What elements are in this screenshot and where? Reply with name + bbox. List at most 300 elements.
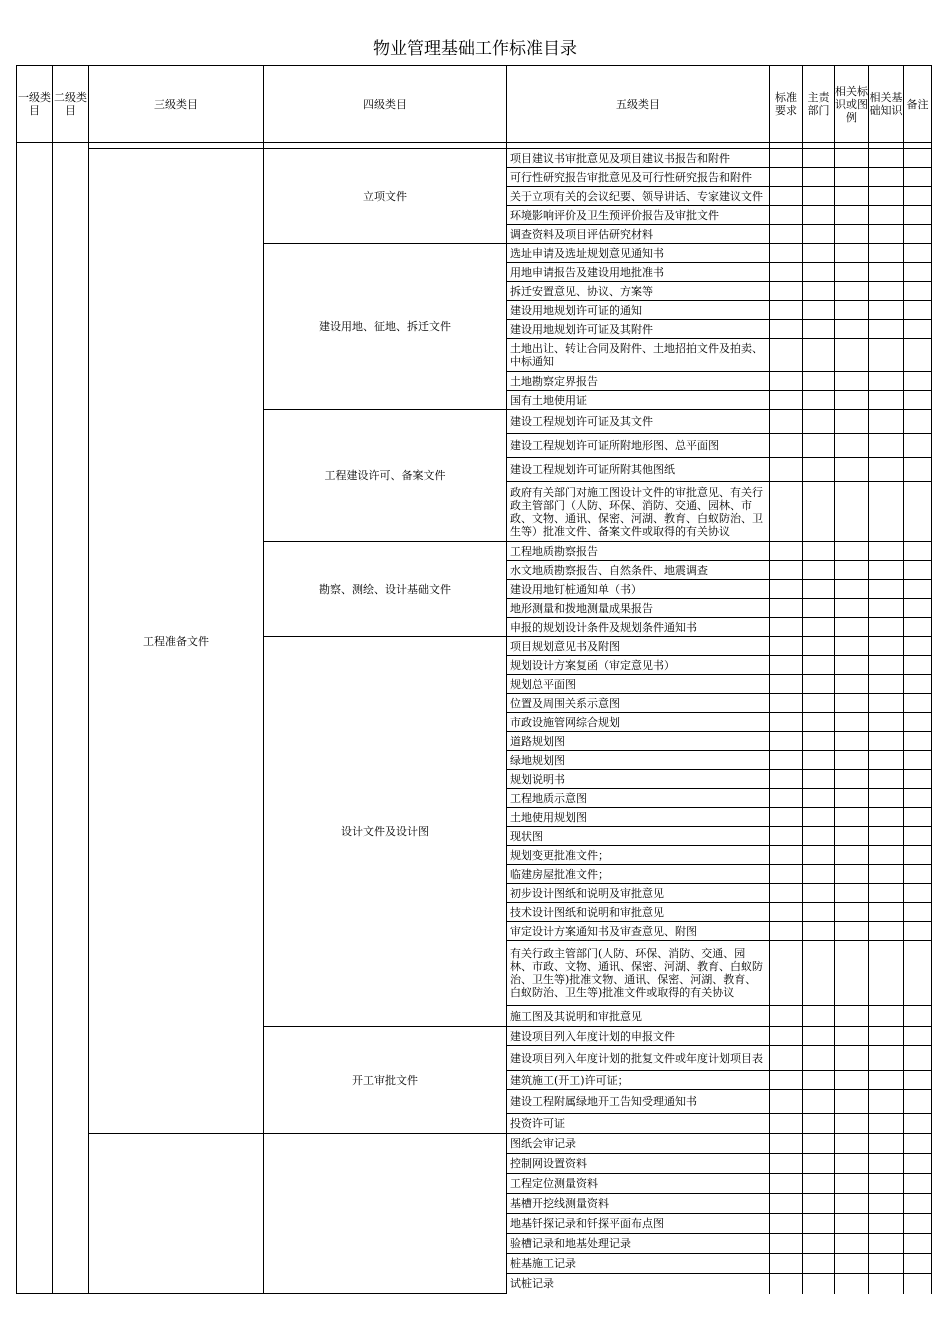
cell-notes — [904, 751, 932, 770]
level5-item: 项目规划意见书及附图 — [507, 637, 770, 656]
level5-item: 工程定位测量资料 — [507, 1174, 770, 1194]
level5-item: 项目建议书审批意见及项目建议书报告和附件 — [507, 149, 770, 168]
cell-knowledge — [869, 599, 904, 618]
cell-knowledge — [869, 1174, 904, 1194]
cell-examples — [835, 187, 869, 206]
cell-examples — [835, 1046, 869, 1071]
cell-department — [803, 580, 835, 599]
cell-department — [803, 1114, 835, 1134]
cell-examples — [835, 320, 869, 339]
cell-standard — [770, 1114, 803, 1134]
cell-notes — [904, 1114, 932, 1134]
level5-item: 审定设计方案通知书及审查意见、附图 — [507, 922, 770, 941]
header-standard: 标准要求 — [770, 66, 803, 143]
cell-knowledge — [869, 941, 904, 1006]
cell-standard — [770, 903, 803, 922]
cell-knowledge — [869, 434, 904, 458]
cell-notes — [904, 1194, 932, 1214]
cell-notes — [904, 168, 932, 187]
cell-notes — [904, 1071, 932, 1090]
cell-examples — [835, 770, 869, 789]
cell-examples — [835, 1254, 869, 1274]
cell-standard — [770, 282, 803, 301]
level5-item: 规划总平面图 — [507, 675, 770, 694]
cell-notes — [904, 922, 932, 941]
cell-notes — [904, 1214, 932, 1234]
cell-department — [803, 542, 835, 561]
cell-standard — [770, 580, 803, 599]
level5-item: 工程地质示意图 — [507, 789, 770, 808]
level5-item: 土地使用规划图 — [507, 808, 770, 827]
cell-standard — [770, 561, 803, 580]
cell-examples — [835, 884, 869, 903]
cell-department — [803, 827, 835, 846]
level5-item: 图纸会审记录 — [507, 1134, 770, 1154]
level5-item: 建设用地钉桩通知单（书） — [507, 580, 770, 599]
cell-notes — [904, 206, 932, 225]
cell-department — [803, 1234, 835, 1254]
cell-department — [803, 206, 835, 225]
level5-item: 道路规划图 — [507, 732, 770, 751]
level5-item: 绿地规划图 — [507, 751, 770, 770]
cell-notes — [904, 320, 932, 339]
cell-notes — [904, 599, 932, 618]
cell-notes — [904, 675, 932, 694]
cell-department — [803, 1090, 835, 1114]
cell-examples — [835, 656, 869, 675]
cell-standard — [770, 244, 803, 263]
level3-category: 工程准备文件 — [89, 149, 264, 1134]
cell-examples — [835, 561, 869, 580]
cell-department — [803, 458, 835, 482]
level5-item: 投资许可证 — [507, 1114, 770, 1134]
cell-notes — [904, 1154, 932, 1174]
cell-department — [803, 1134, 835, 1154]
cell-department — [803, 922, 835, 941]
level5-item: 有关行政主管部门(人防、环保、消防、交通、园林、市政、文物、通讯、保密、河湖、教育、白蚁防治、卫生等)批准文物、通讯、保密、河湖、教育、白蚁防治、卫生等)批准文件或取得的有关协议 — [507, 941, 770, 1006]
cell-standard — [770, 1194, 803, 1214]
cell-knowledge — [869, 1274, 904, 1294]
cell-examples — [835, 922, 869, 941]
cell-department — [803, 1046, 835, 1071]
level5-item: 建设用地规划许可证及其附件 — [507, 320, 770, 339]
cell-examples — [835, 713, 869, 732]
cell-department — [803, 434, 835, 458]
level5-item: 建设项目列入年度计划的批复文件或年度计划项目表 — [507, 1046, 770, 1071]
cell-knowledge — [869, 884, 904, 903]
cell-examples — [835, 168, 869, 187]
cell-notes — [904, 846, 932, 865]
catalog-table — [16, 65, 932, 1294]
cell-examples — [835, 1214, 869, 1234]
level5-item: 市政设施管网综合规划 — [507, 713, 770, 732]
cell-standard — [770, 884, 803, 903]
cell-knowledge — [869, 827, 904, 846]
cell-notes — [904, 694, 932, 713]
cell-notes — [904, 542, 932, 561]
cell-department — [803, 637, 835, 656]
cell-knowledge — [869, 149, 904, 168]
level5-item: 建设项目列入年度计划的申报文件 — [507, 1027, 770, 1046]
cell-examples — [835, 482, 869, 542]
cell-department — [803, 225, 835, 244]
cell-knowledge — [869, 372, 904, 391]
cell-examples — [835, 339, 869, 372]
cell-department — [803, 865, 835, 884]
cell-examples — [835, 244, 869, 263]
cell-notes — [904, 561, 932, 580]
cell-standard — [770, 1071, 803, 1090]
cell-notes — [904, 808, 932, 827]
level4-category: 工程建设许可、备案文件 — [264, 410, 507, 542]
cell-knowledge — [869, 770, 904, 789]
cell-department — [803, 320, 835, 339]
level3-category-next — [89, 1134, 264, 1294]
cell-standard — [770, 865, 803, 884]
cell-knowledge — [869, 187, 904, 206]
cell-examples — [835, 846, 869, 865]
cell-knowledge — [869, 458, 904, 482]
cell-examples — [835, 694, 869, 713]
cell-department — [803, 1174, 835, 1194]
page-title: 物业管理基础工作标准目录 — [373, 39, 577, 59]
cell-department — [803, 1006, 835, 1027]
cell-standard — [770, 1090, 803, 1114]
cell-knowledge — [869, 1027, 904, 1046]
cell-examples — [835, 458, 869, 482]
level5-item: 技术设计图纸和说明和审批意见 — [507, 903, 770, 922]
cell-knowledge — [869, 846, 904, 865]
cell-department — [803, 675, 835, 694]
cell-department — [803, 391, 835, 410]
cell-standard — [770, 599, 803, 618]
level5-item: 建设用地规划许可证的通知 — [507, 301, 770, 320]
cell-knowledge — [869, 339, 904, 372]
cell-department — [803, 168, 835, 187]
cell-standard — [770, 1046, 803, 1071]
header-notes: 备注 — [904, 66, 932, 143]
cell-standard — [770, 168, 803, 187]
table-row — [17, 1134, 932, 1154]
level4-category: 建设用地、征地、拆迁文件 — [264, 244, 507, 410]
cell-department — [803, 751, 835, 770]
cell-notes — [904, 149, 932, 168]
cell-knowledge — [869, 1071, 904, 1090]
header-level5: 五级类目 — [507, 66, 770, 143]
level5-item: 试桩记录 — [507, 1274, 770, 1294]
cell-standard — [770, 263, 803, 282]
level4-category: 开工审批文件 — [264, 1027, 507, 1134]
level5-item: 选址申请及选址规划意见通知书 — [507, 244, 770, 263]
cell-department — [803, 1071, 835, 1090]
cell-department — [803, 187, 835, 206]
cell-notes — [904, 903, 932, 922]
cell-knowledge — [869, 637, 904, 656]
cell-standard — [770, 391, 803, 410]
cell-knowledge — [869, 675, 904, 694]
cell-examples — [835, 618, 869, 637]
level5-item: 土地勘察定界报告 — [507, 372, 770, 391]
cell-knowledge — [869, 482, 904, 542]
cell-standard — [770, 941, 803, 1006]
cell-examples — [835, 542, 869, 561]
level5-item: 政府有关部门对施工图设计文件的审批意见、有关行政主管部门（人防、环保、消防、交通、园林、市政、文物、通讯、保密、河湖、教育、白蚁防治、卫生等）批准文件、备案文件或取得的有关协议 — [507, 482, 770, 542]
cell-knowledge — [869, 391, 904, 410]
cell-department — [803, 410, 835, 434]
cell-notes — [904, 458, 932, 482]
header-level2: 二级类目 — [53, 66, 89, 143]
level5-item: 建筑施工(开工)许可证； — [507, 1071, 770, 1090]
cell-knowledge — [869, 244, 904, 263]
cell-notes — [904, 187, 932, 206]
cell-department — [803, 713, 835, 732]
cell-standard — [770, 770, 803, 789]
level5-item: 验槽记录和地基处理记录 — [507, 1234, 770, 1254]
cell-examples — [835, 1071, 869, 1090]
cell-examples — [835, 410, 869, 434]
header-department: 主责部门 — [803, 66, 835, 143]
level5-item: 可行性研究报告审批意见及可行性研究报告和附件 — [507, 168, 770, 187]
level5-item: 调查资料及项目评估研究材料 — [507, 225, 770, 244]
cell-examples — [835, 1027, 869, 1046]
cell-knowledge — [869, 865, 904, 884]
level5-item: 现状图 — [507, 827, 770, 846]
level5-item: 临建房屋批准文件； — [507, 865, 770, 884]
level5-item: 施工图及其说明和审批意见 — [507, 1006, 770, 1027]
cell-department — [803, 1254, 835, 1274]
cell-notes — [904, 410, 932, 434]
cell-department — [803, 770, 835, 789]
cell-standard — [770, 187, 803, 206]
cell-knowledge — [869, 713, 904, 732]
cell-knowledge — [869, 1154, 904, 1174]
level5-item: 位置及周围关系示意图 — [507, 694, 770, 713]
cell-notes — [904, 434, 932, 458]
header-knowledge: 相关基础知识 — [869, 66, 904, 143]
cell-standard — [770, 1174, 803, 1194]
cell-notes — [904, 1090, 932, 1114]
cell-knowledge — [869, 1254, 904, 1274]
level5-item: 规划变更批准文件； — [507, 846, 770, 865]
cell-notes — [904, 865, 932, 884]
cell-knowledge — [869, 580, 904, 599]
cell-department — [803, 1194, 835, 1214]
cell-knowledge — [869, 1090, 904, 1114]
header-level3: 三级类目 — [89, 66, 264, 143]
cell-standard — [770, 1134, 803, 1154]
level5-item: 地基钎探记录和钎探平面布点图 — [507, 1214, 770, 1234]
cell-knowledge — [869, 808, 904, 827]
cell-department — [803, 339, 835, 372]
cell-department — [803, 1214, 835, 1234]
cell-knowledge — [869, 410, 904, 434]
cell-examples — [835, 599, 869, 618]
cell-notes — [904, 1234, 932, 1254]
cell-knowledge — [869, 1234, 904, 1254]
level5-item: 环境影响评价及卫生预评价报告及审批文件 — [507, 206, 770, 225]
cell-knowledge — [869, 732, 904, 751]
cell-department — [803, 372, 835, 391]
cell-examples — [835, 149, 869, 168]
level5-item: 建设工程规划许可证所附地形图、总平面图 — [507, 434, 770, 458]
level5-item: 拆迁安置意见、协议、方案等 — [507, 282, 770, 301]
cell-notes — [904, 244, 932, 263]
level5-item: 规划说明书 — [507, 770, 770, 789]
cell-department — [803, 903, 835, 922]
cell-examples — [835, 637, 869, 656]
cell-notes — [904, 618, 932, 637]
cell-standard — [770, 1274, 803, 1294]
cell-notes — [904, 789, 932, 808]
cell-standard — [770, 789, 803, 808]
cell-standard — [770, 808, 803, 827]
cell-notes — [904, 482, 932, 542]
table-row — [17, 149, 932, 168]
cell-standard — [770, 1234, 803, 1254]
cell-examples — [835, 580, 869, 599]
cell-examples — [835, 263, 869, 282]
cell-examples — [835, 808, 869, 827]
cell-examples — [835, 301, 869, 320]
cell-examples — [835, 1134, 869, 1154]
cell-knowledge — [869, 618, 904, 637]
cell-department — [803, 656, 835, 675]
cell-department — [803, 884, 835, 903]
cell-knowledge — [869, 1194, 904, 1214]
cell-notes — [904, 1006, 932, 1027]
cell-department — [803, 482, 835, 542]
cell-standard — [770, 372, 803, 391]
cell-notes — [904, 1134, 932, 1154]
level5-item: 工程地质勘察报告 — [507, 542, 770, 561]
cell-department — [803, 618, 835, 637]
cell-level2 — [53, 143, 89, 1294]
cell-examples — [835, 1114, 869, 1134]
cell-examples — [835, 372, 869, 391]
cell-knowledge — [869, 1046, 904, 1071]
cell-standard — [770, 1254, 803, 1274]
cell-examples — [835, 1154, 869, 1174]
cell-knowledge — [869, 1006, 904, 1027]
level5-item: 初步设计图纸和说明及审批意见 — [507, 884, 770, 903]
cell-knowledge — [869, 561, 904, 580]
cell-standard — [770, 1027, 803, 1046]
cell-standard — [770, 1154, 803, 1174]
level5-item: 建设工程规划许可证及其文件 — [507, 410, 770, 434]
cell-examples — [835, 225, 869, 244]
level4-category-next — [264, 1134, 507, 1294]
cell-level1 — [17, 143, 53, 1294]
cell-standard — [770, 1214, 803, 1234]
cell-standard — [770, 482, 803, 542]
cell-knowledge — [869, 263, 904, 282]
cell-knowledge — [869, 301, 904, 320]
level5-item: 国有土地使用证 — [507, 391, 770, 410]
cell-examples — [835, 1194, 869, 1214]
cell-standard — [770, 206, 803, 225]
level5-item: 水文地质勘察报告、自然条件、地震调查 — [507, 561, 770, 580]
cell-department — [803, 1027, 835, 1046]
cell-notes — [904, 884, 932, 903]
cell-standard — [770, 675, 803, 694]
cell-department — [803, 244, 835, 263]
cell-standard — [770, 225, 803, 244]
cell-examples — [835, 1234, 869, 1254]
level5-item: 地形测量和拨地测量成果报告 — [507, 599, 770, 618]
cell-notes — [904, 225, 932, 244]
cell-standard — [770, 637, 803, 656]
cell-department — [803, 789, 835, 808]
catalog-sheet — [16, 65, 932, 1294]
cell-standard — [770, 922, 803, 941]
cell-standard — [770, 542, 803, 561]
cell-notes — [904, 1274, 932, 1294]
cell-department — [803, 149, 835, 168]
cell-department — [803, 694, 835, 713]
cell-department — [803, 941, 835, 1006]
cell-standard — [770, 846, 803, 865]
level4-category: 设计文件及设计图 — [264, 637, 507, 1027]
cell-examples — [835, 206, 869, 225]
cell-department — [803, 561, 835, 580]
cell-examples — [835, 903, 869, 922]
cell-notes — [904, 1174, 932, 1194]
cell-standard — [770, 618, 803, 637]
cell-notes — [904, 1254, 932, 1274]
cell-knowledge — [869, 206, 904, 225]
level5-item: 申报的规划设计条件及规划条件通知书 — [507, 618, 770, 637]
cell-standard — [770, 410, 803, 434]
cell-standard — [770, 1006, 803, 1027]
cell-knowledge — [869, 1134, 904, 1154]
cell-notes — [904, 282, 932, 301]
cell-standard — [770, 458, 803, 482]
level4-category: 勘察、测绘、设计基础文件 — [264, 542, 507, 637]
cell-notes — [904, 263, 932, 282]
cell-department — [803, 599, 835, 618]
cell-standard — [770, 656, 803, 675]
header-examples: 相关标识或图例 — [835, 66, 869, 143]
level5-item: 基槽开挖线测量资料 — [507, 1194, 770, 1214]
cell-department — [803, 1274, 835, 1294]
cell-knowledge — [869, 694, 904, 713]
cell-knowledge — [869, 542, 904, 561]
header-level4: 四级类目 — [264, 66, 507, 143]
level5-item: 桩基施工记录 — [507, 1254, 770, 1274]
cell-standard — [770, 732, 803, 751]
cell-examples — [835, 1090, 869, 1114]
cell-notes — [904, 580, 932, 599]
header-level1: 一级类目 — [17, 66, 53, 143]
cell-notes — [904, 732, 932, 751]
cell-department — [803, 808, 835, 827]
cell-examples — [835, 1006, 869, 1027]
cell-notes — [904, 827, 932, 846]
cell-notes — [904, 339, 932, 372]
level5-item: 土地出让、转让合同及附件、土地招拍文件及拍卖、中标通知 — [507, 339, 770, 372]
cell-department — [803, 282, 835, 301]
cell-notes — [904, 770, 932, 789]
header-row — [17, 66, 932, 143]
cell-standard — [770, 339, 803, 372]
cell-notes — [904, 1046, 932, 1071]
cell-standard — [770, 320, 803, 339]
cell-department — [803, 263, 835, 282]
cell-examples — [835, 751, 869, 770]
cell-notes — [904, 656, 932, 675]
cell-knowledge — [869, 922, 904, 941]
cell-knowledge — [869, 1214, 904, 1234]
